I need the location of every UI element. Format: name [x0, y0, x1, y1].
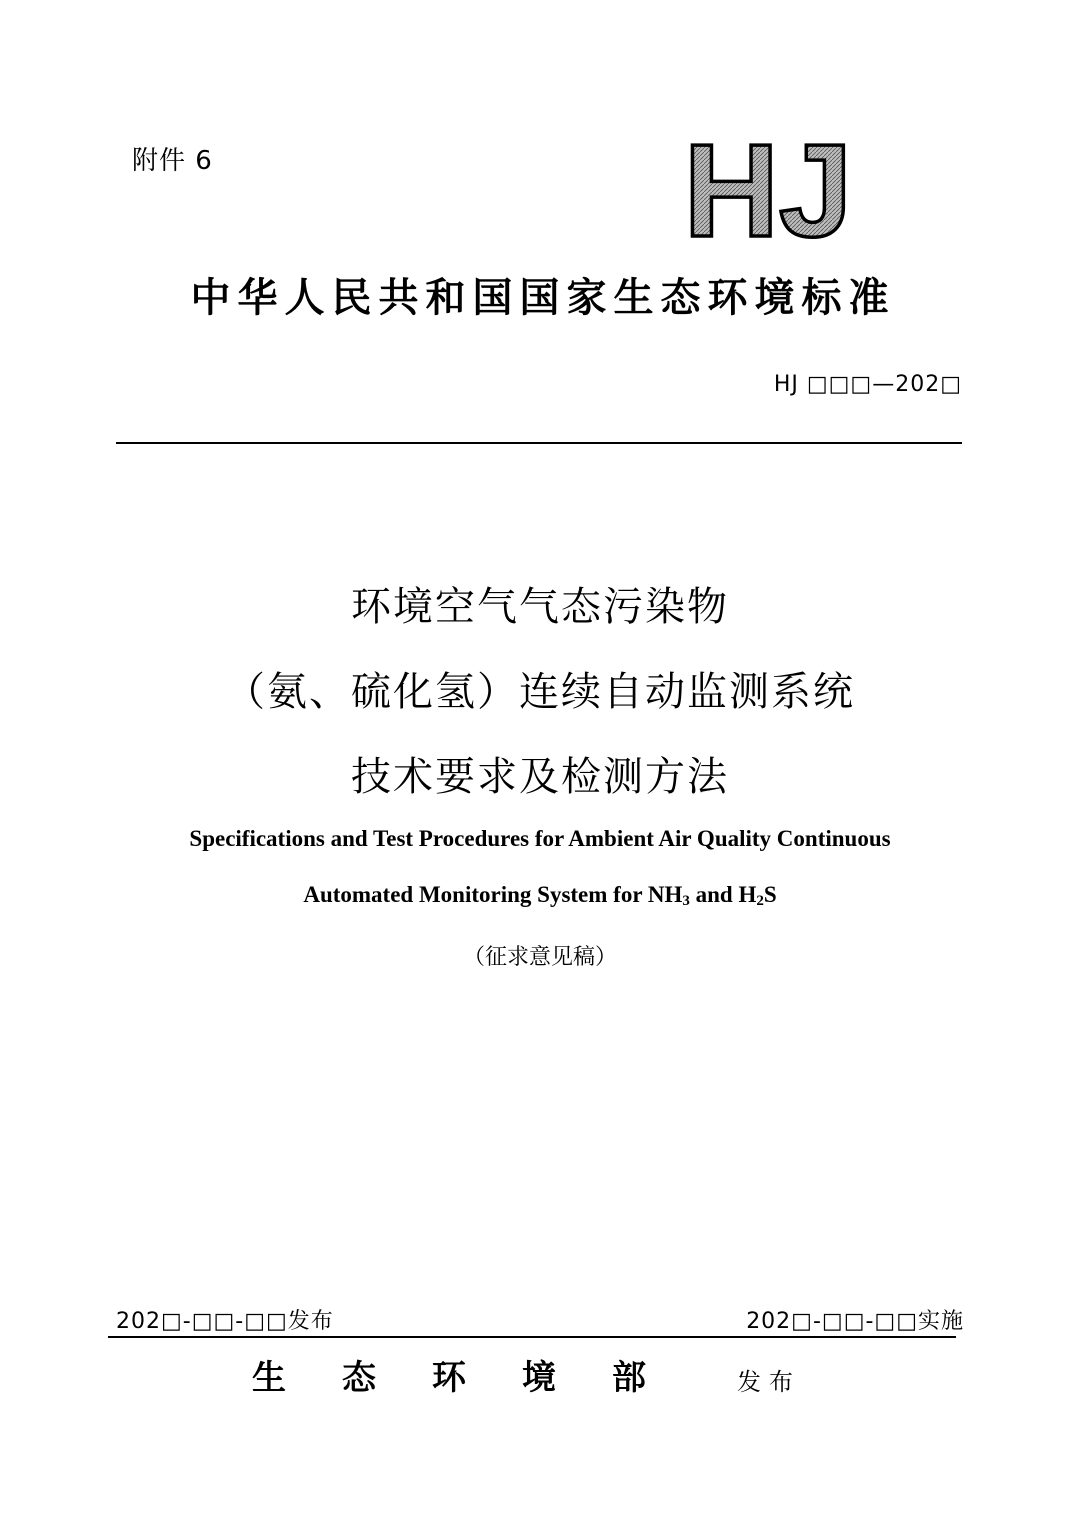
subscript-3: 3	[682, 893, 690, 909]
hj-logo	[668, 136, 868, 242]
implementation-date: 202□-□□-□□实施	[746, 1309, 964, 1334]
en-title-prefix: Automated Monitoring System for NH	[303, 882, 683, 907]
cn-title-line-2: （氨、硫化氢）连续自动监测系统	[225, 669, 855, 715]
cn-title-line-3: 技术要求及检测方法	[351, 754, 729, 800]
draft-note: （征求意见稿）	[462, 945, 617, 970]
issue-date: 202□-□□-□□发布	[116, 1309, 334, 1334]
publish-label: 发布	[737, 1368, 801, 1396]
subscript-2: 2	[756, 893, 764, 909]
attachment-label: 附件 6	[132, 146, 213, 176]
issuing-ministry: 生态环境部	[252, 1358, 702, 1398]
en-title-line-1: Specifications and Test Procedures for Ambient Air Quality Continuous	[189, 826, 891, 851]
top-divider	[116, 442, 962, 444]
hj-logo-text: HJ	[683, 136, 853, 242]
en-title-mid: and H	[689, 882, 757, 907]
standard-title: 中华人民共和国国家生态环境标准	[190, 274, 896, 321]
en-title-suffix: S	[763, 882, 777, 907]
cn-title-line-1: 环境空气气态污染物	[351, 584, 729, 630]
en-title-line-2	[0, 882, 1080, 910]
bottom-divider	[108, 1336, 956, 1338]
standard-number: HJ □□□—202□	[773, 372, 962, 397]
